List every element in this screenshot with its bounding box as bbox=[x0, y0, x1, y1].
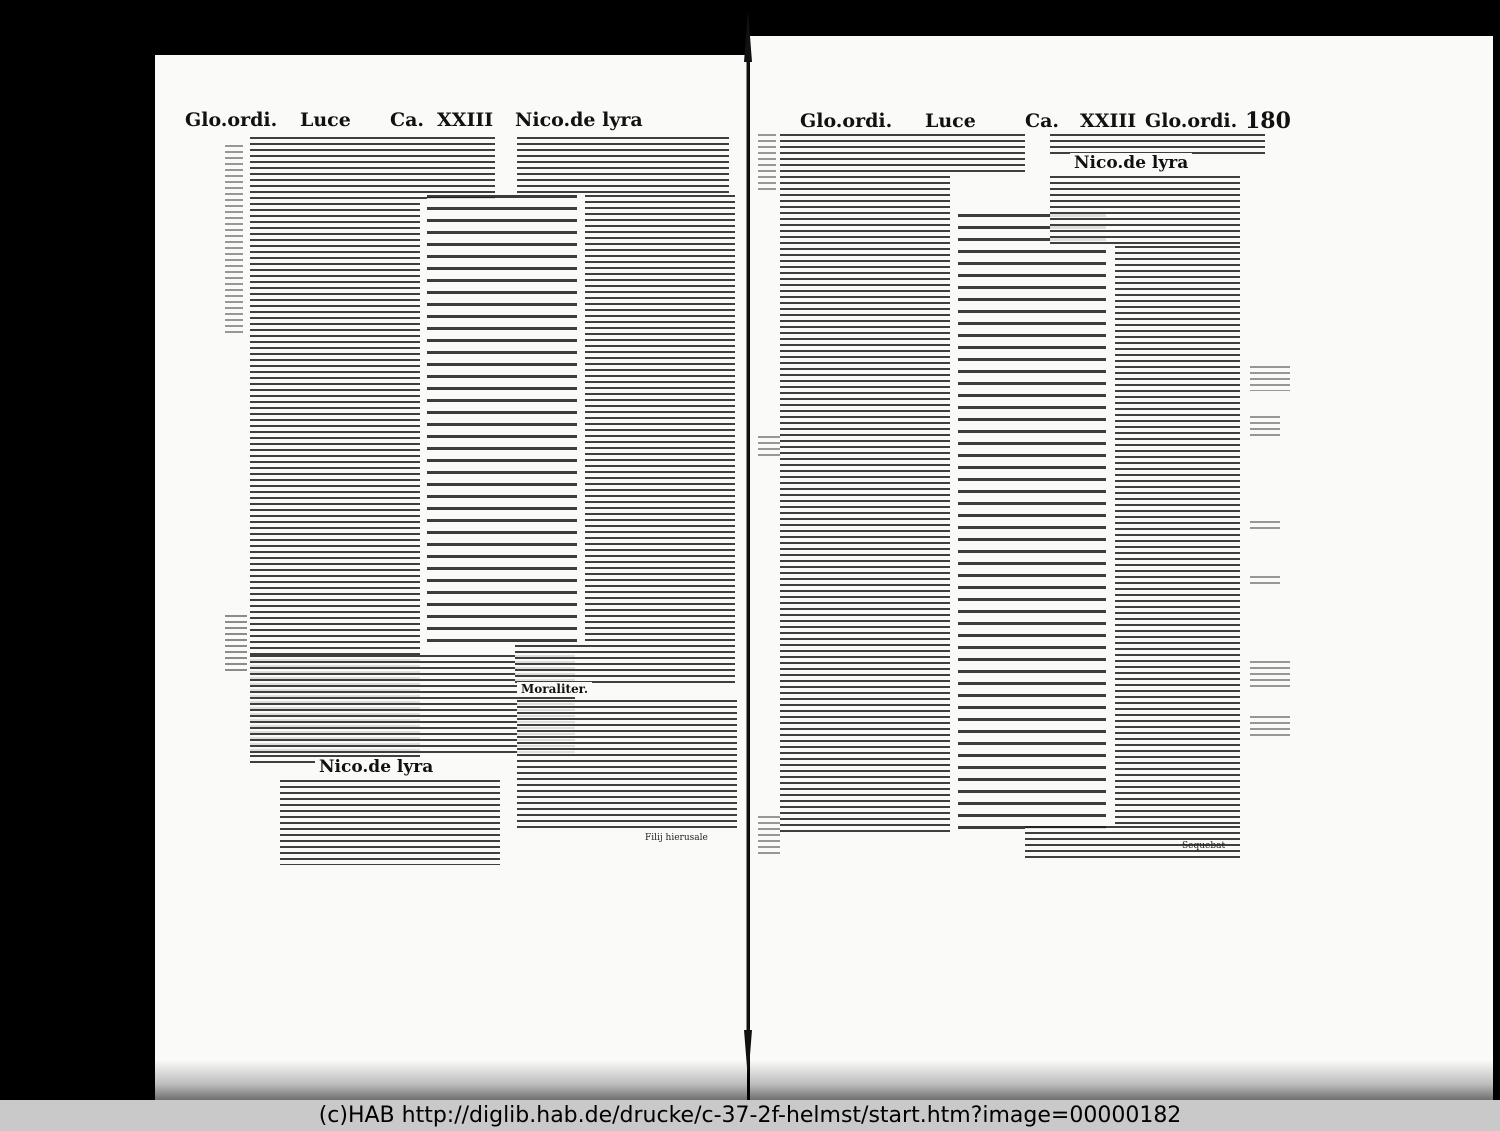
header-chapter-label: Ca. bbox=[390, 109, 425, 131]
moraliter-heading: Moraliter. bbox=[517, 682, 592, 696]
left-page bbox=[155, 55, 747, 1100]
moral-commentary-text bbox=[517, 700, 737, 830]
header-chapter-number: XXIII bbox=[437, 109, 494, 131]
page-edge-shadow-left bbox=[155, 1060, 747, 1100]
section-heading-lyra: Nico.de lyra bbox=[1070, 153, 1192, 173]
header-gloss-left: Glo.ordi. bbox=[185, 109, 278, 131]
page-edge-shadow-right bbox=[750, 1060, 1493, 1100]
copyright-caption: (c)HAB http://diglib.hab.de/drucke/c-37-2f-helmst/start.htm?image=00000182 bbox=[318, 1103, 1182, 1128]
catchword-right: Sequebat bbox=[1182, 841, 1226, 851]
header-book: Luce bbox=[925, 110, 976, 132]
margin-notes-right-page-foot bbox=[758, 816, 780, 856]
margin-notes-right-page-lower bbox=[758, 436, 780, 456]
scripture-text-column bbox=[958, 214, 1106, 834]
margin-refs-4 bbox=[1250, 576, 1280, 586]
margin-notes-right-page bbox=[758, 134, 776, 194]
margin-refs-6 bbox=[1250, 716, 1290, 736]
header-chapter-number: XXIII bbox=[1080, 110, 1137, 132]
header-chapter-label: Ca. bbox=[1025, 110, 1060, 132]
gloss-column-left bbox=[780, 176, 950, 836]
gloss-column-right bbox=[585, 195, 735, 645]
margin-refs-2 bbox=[1250, 416, 1280, 436]
lyra-commentary-column bbox=[1115, 246, 1240, 826]
lyra-intro-text bbox=[1050, 176, 1240, 246]
gloss-text-top-left bbox=[780, 134, 1025, 174]
header-gloss-left: Glo.ordi. bbox=[800, 110, 893, 132]
margin-refs-5 bbox=[1250, 661, 1290, 691]
header-gloss-right: Nico.de lyra bbox=[515, 109, 643, 131]
margin-refs-1 bbox=[1250, 366, 1290, 391]
gloss-text-top-right bbox=[517, 137, 729, 195]
folio-number: 180 bbox=[1245, 108, 1291, 134]
section-heading-lyra: Nico.de lyra bbox=[315, 757, 437, 777]
header-book: Luce bbox=[300, 109, 351, 131]
catchword-left: Filij hierusale bbox=[645, 833, 708, 843]
gloss-text-top-left bbox=[250, 137, 495, 199]
spine-divider bbox=[744, 0, 752, 1100]
scripture-text-column bbox=[427, 195, 577, 645]
right-page bbox=[750, 36, 1493, 1100]
margin-notes-left bbox=[225, 145, 243, 335]
margin-notes-left-lower bbox=[225, 615, 247, 675]
lyra-commentary-text bbox=[280, 780, 500, 865]
margin-refs-3 bbox=[1250, 521, 1280, 531]
gloss-text-lower-right bbox=[515, 645, 735, 685]
header-gloss-right: Glo.ordi. bbox=[1145, 110, 1238, 132]
caption-bar bbox=[0, 1100, 1500, 1131]
